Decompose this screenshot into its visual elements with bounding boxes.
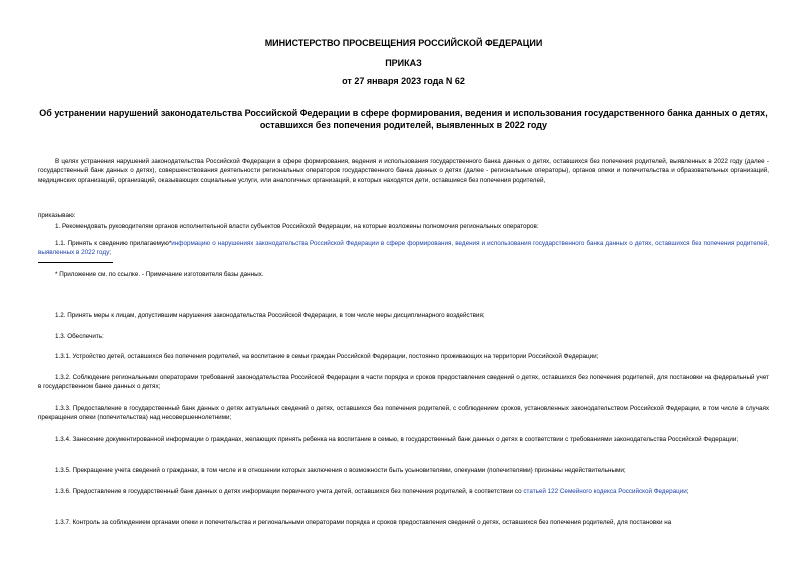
paragraph-1-3-6-end: ; (686, 488, 689, 495)
document-type: ПРИКАЗ (385, 58, 422, 68)
paragraph-1-3-3: 1.3.3. Предоставление в государственный банк данных о детях актуальных сведений о детях, оставшихся без попечения родителей, с соблюдением сроков, установленных законодательством Российской Федерации, в том числе в случаях прекращения опеки (попечительства) над несовершеннолетними; (38, 405, 769, 422)
footnote-divider (38, 262, 113, 263)
paragraph-1-3-6 (38, 487, 769, 496)
paragraph-1-1-text: 1.1. Принять к сведению прилагаемую* (55, 240, 172, 247)
family-code-article-link[interactable]: статьей 122 Семейного кодекса Российской Федерации (523, 488, 687, 495)
paragraph-1-3-5: 1.3.5. Прекращение учета сведений о гражданах, в том числе и в отношении которых заключения о возможности быть усыновителями, опекунами (попечителями) признаны недействительными; (55, 467, 626, 474)
order-word: приказываю: (38, 212, 76, 219)
paragraph-1-3: 1.3. Обеспечить: (55, 333, 104, 340)
footnote: * Приложение см. по ссылке. - Примечание изготовителя базы данных. (55, 271, 264, 278)
paragraph-1-3-1: 1.3.1. Устройство детей, оставшихся без попечения родителей, на воспитание в семьи граждан Российской Федерации, постоянно проживающих на территории Российской Федерации; (55, 353, 599, 360)
paragraph-1-2: 1.2. Принять меры к лицам, допустившим нарушения законодательства Российской Федерации, в том числе меры дисциплинарного воздействия; (55, 312, 485, 319)
annex-info-link[interactable]: информацию о нарушениях законодательства Российской Федерации в сфере формирования, ведения и использования государственного банка данных о детях, оставшихся без попечения родителей, выявленных в 2022 году (38, 240, 769, 257)
paragraph-1-3-6-text: 1.3.6. Предоставление в государственный банк данных о детях информации первичного учета детей, оставшихся без попечения родителей, в соответствии со (55, 488, 524, 495)
preamble-paragraph: В целях устранения нарушений законодательства Российской Федерации в сфере формирования, ведения и использования государственного банка данных о детях, оставшихся без попечения родителей, выявленных в 2022 году (далее - государственный банк данных о детях), совершенствования деятельности региональных операторов государственного банка данных о детях (далее - региональные операторы), органов опеки и попечительства и образовательных организаций, медицинских организаций, организаций, оказывающих социальные услуги, или аналогичных организаций, в которых находятся дети, оставшиеся без попечения родителей, (38, 158, 769, 184)
paragraph-1-1-end: ; (109, 249, 111, 257)
document-date-number: от 27 января 2023 года N 62 (342, 76, 465, 86)
document-subject: Об устранении нарушений законодательства Российской Федерации в сфере формирования, ведения и использования государственного банка данных о детях, оставшихся без попечения родителей, выявленных в 2022 году (39, 108, 768, 130)
paragraph-1-3-7: 1.3.7. Контроль за соблюдением органами опеки и попечительства и региональными операторами порядка и сроков предоставления сведений о детях, оставшихся без попечения родителей, для постановки на (55, 519, 672, 526)
ministry-name: МИНИСТЕРСТВО ПРОСВЕЩЕНИЯ РОССИЙСКОЙ ФЕДЕРАЦИИ (264, 38, 543, 48)
paragraph-1-3-2: 1.3.2. Соблюдение региональными операторами требований законодательства Российской Федерации в части порядка и сроков предоставления сведений о детях, оставшихся без попечения родителей, для постановки на федеральный учет в государственном банке данных о детях; (38, 374, 769, 391)
paragraph-1-1 (38, 239, 769, 258)
paragraph-1-3-4: 1.3.4. Занесение документированной информации о гражданах, желающих принять ребенка на воспитание в семью, в государственный банк данных о детях в соответствии с требованиями законодательства Российской Федерации; (55, 436, 739, 443)
paragraph-1: 1. Рекомендовать руководителям органов исполнительной власти субъектов Российской Федерации, на которые возложены полномочия региональных операторов: (55, 223, 539, 230)
